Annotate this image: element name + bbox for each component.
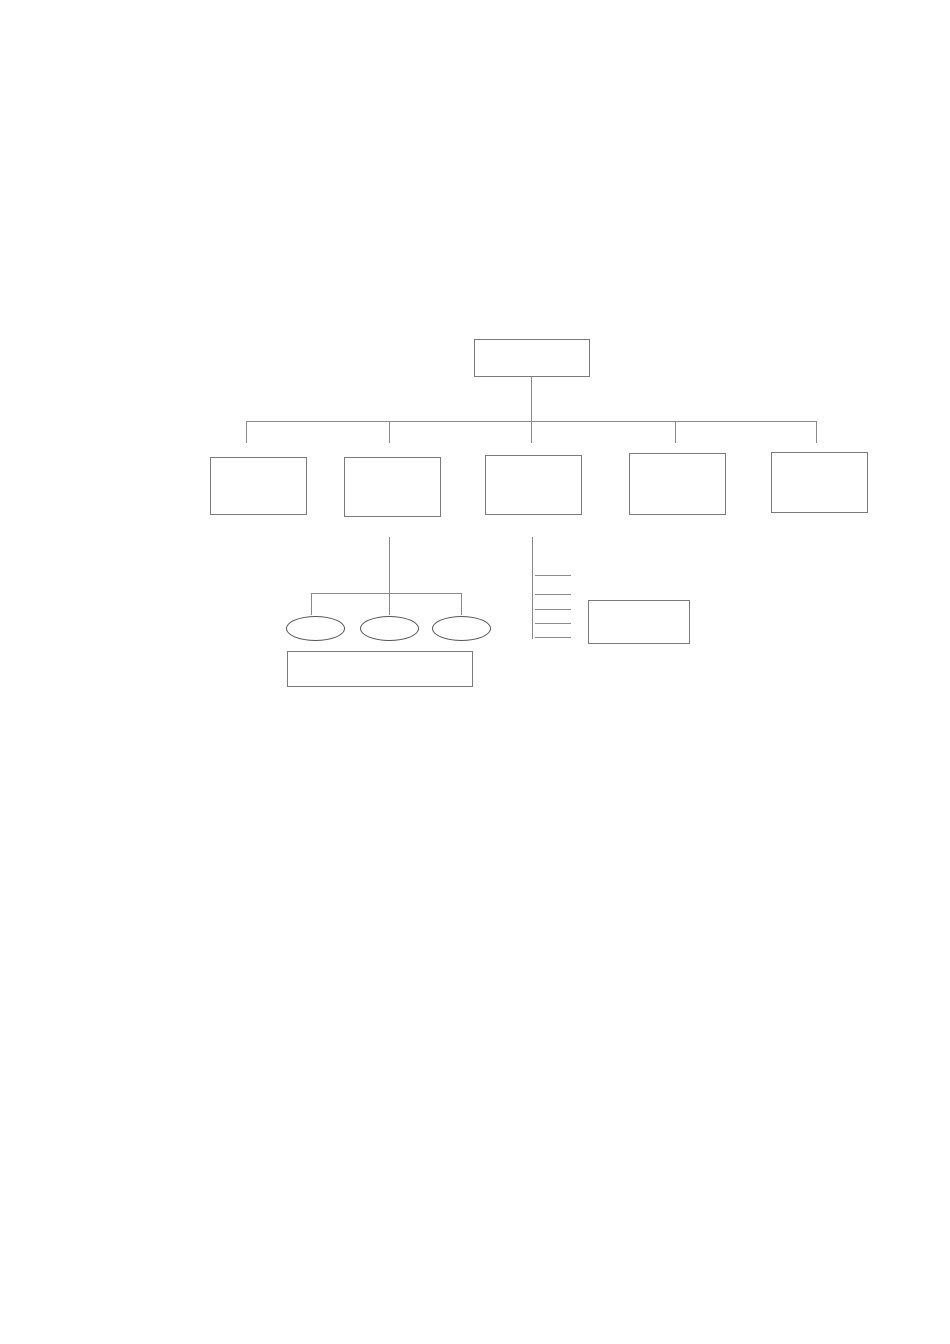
connector — [675, 421, 676, 443]
product-oval — [360, 616, 419, 641]
node-customer-service — [771, 452, 868, 513]
connector — [389, 593, 390, 615]
connector — [311, 593, 312, 615]
connector — [246, 421, 247, 443]
connector — [535, 609, 571, 610]
connector — [531, 377, 532, 421]
node-product-managers — [287, 651, 473, 687]
connector — [816, 421, 817, 443]
connector — [389, 421, 390, 443]
connector — [535, 623, 571, 624]
node-ad-manager — [629, 453, 726, 515]
node-market-research — [210, 457, 307, 515]
connector — [532, 537, 533, 639]
connector — [535, 594, 571, 595]
product-oval — [432, 616, 491, 641]
connector — [535, 575, 571, 576]
connector — [389, 537, 390, 594]
connector — [461, 593, 462, 615]
connector — [535, 637, 571, 638]
node-marketing-planning — [344, 457, 441, 517]
node-vp-marketing — [474, 339, 590, 377]
connector — [311, 593, 462, 594]
product-oval — [286, 616, 345, 641]
node-salespeople — [588, 600, 690, 644]
node-sales-manager — [485, 455, 582, 515]
connector — [531, 421, 532, 443]
